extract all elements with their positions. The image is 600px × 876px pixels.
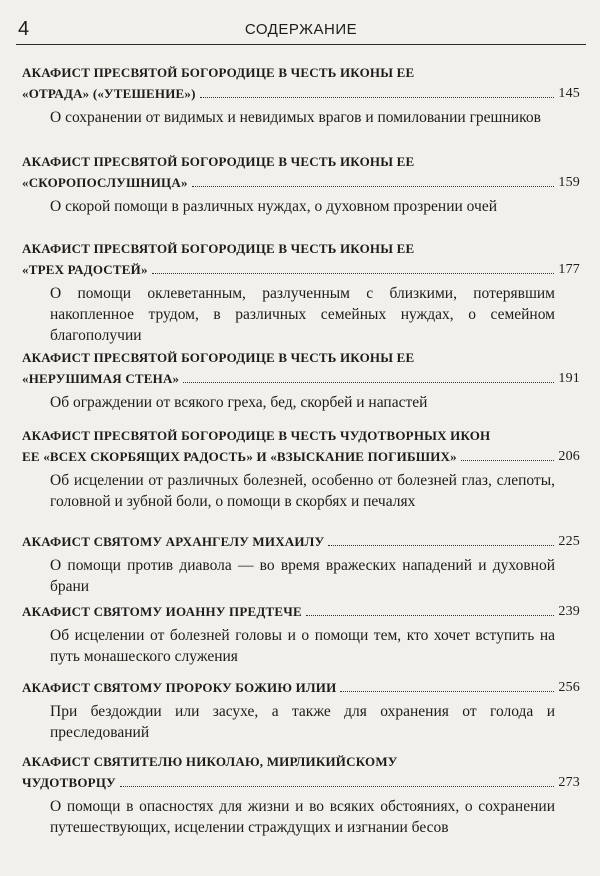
entry-page-number: 256 bbox=[558, 680, 580, 695]
entry-title: АКАФИСТ СВЯТОМУ ПРОРОКУ БОЖИЮ ИЛИИ bbox=[22, 680, 337, 695]
entry-title: АКАФИСТ ПРЕСВЯТОЙ БОГОРОДИЦЕ В ЧЕСТЬ ИКОНЫ ЕЕ bbox=[22, 154, 415, 169]
entry-page-number: 177 bbox=[558, 262, 580, 277]
entry-title: «ТРЕХ РАДОСТЕЙ» bbox=[22, 262, 148, 277]
entry-title: «ОТРАДА» («УТЕШЕНИЕ») bbox=[22, 86, 196, 101]
page-number: 4 bbox=[18, 18, 30, 40]
entry-page-number: 191 bbox=[558, 371, 580, 386]
entry-page-number: 206 bbox=[558, 449, 580, 464]
dot-leader bbox=[328, 545, 554, 546]
entry-title: АКАФИСТ СВЯТОМУ АРХАНГЕЛУ МИХАИЛУ bbox=[22, 534, 325, 549]
entry-title-line bbox=[22, 531, 580, 552]
entry-title-line bbox=[22, 751, 580, 772]
entry-description: О скорой помощи в различных нуждах, о духовном прозрении очей bbox=[50, 198, 497, 215]
entry-title-line bbox=[22, 347, 580, 368]
entry-description: О помощи оклеветанным, разлученным с близкими, потерявшим накопленное трудом, в различных семейных нуждах, о семейном благополучии bbox=[50, 285, 555, 344]
entry-page-number: 145 bbox=[558, 86, 580, 101]
entry-description: О помощи в опасностях для жизни и во всяких обстояниях, о сохранении путешествующих, исцелении страждущих и изгнании бесов bbox=[50, 798, 555, 836]
dot-leader bbox=[461, 460, 555, 461]
toc-entry bbox=[22, 62, 580, 128]
entry-title-line bbox=[22, 425, 580, 446]
entry-title-line bbox=[22, 446, 580, 467]
entry-title: ЕЕ «ВСЕХ СКОРБЯЩИХ РАДОСТЬ» И «ВЗЫСКАНИЕ ПОГИБШИХ» bbox=[22, 449, 457, 464]
entry-title-line bbox=[22, 151, 580, 172]
dot-leader bbox=[306, 615, 555, 616]
toc-entry bbox=[22, 531, 580, 597]
running-title: СОДЕРЖАНИЕ bbox=[244, 21, 358, 38]
entry-description: О сохранении от видимых и невидимых врагов и помиловании грешников bbox=[50, 109, 541, 126]
entry-title-line bbox=[22, 368, 580, 389]
dot-leader bbox=[120, 786, 555, 787]
entry-title: ЧУДОТВОРЦУ bbox=[22, 775, 116, 790]
entry-page-number: 159 bbox=[558, 175, 580, 190]
dot-leader bbox=[340, 691, 554, 692]
toc-entry bbox=[22, 347, 580, 413]
dot-leader bbox=[192, 186, 555, 187]
toc-entry bbox=[22, 751, 580, 838]
entry-description: О помощи против диавола — во время вражеских нападений и духовной брани bbox=[50, 557, 555, 595]
dot-leader bbox=[200, 97, 555, 98]
toc-entry bbox=[22, 425, 580, 512]
entry-title: АКАФИСТ СВЯТИТЕЛЮ НИКОЛАЮ, МИРЛИКИЙСКОМУ bbox=[22, 754, 398, 769]
entry-title: АКАФИСТ ПРЕСВЯТОЙ БОГОРОДИЦЕ В ЧЕСТЬ ИКОНЫ ЕЕ bbox=[22, 350, 415, 365]
entry-title-line bbox=[22, 172, 580, 193]
entry-title: АКАФИСТ СВЯТОМУ ИОАННУ ПРЕДТЕЧЕ bbox=[22, 604, 302, 619]
entry-title: АКАФИСТ ПРЕСВЯТОЙ БОГОРОДИЦЕ В ЧЕСТЬ ИКОНЫ ЕЕ bbox=[22, 65, 415, 80]
entry-title: АКАФИСТ ПРЕСВЯТОЙ БОГОРОДИЦЕ В ЧЕСТЬ ИКОНЫ ЕЕ bbox=[22, 241, 415, 256]
entry-page-number: 239 bbox=[558, 604, 580, 619]
toc-entry bbox=[22, 601, 580, 667]
dot-leader bbox=[152, 273, 555, 274]
entry-title-line bbox=[22, 259, 580, 280]
entry-description: Об ограждении от всякого греха, бед, скорбей и напастей bbox=[50, 394, 428, 411]
entry-page-number: 225 bbox=[558, 534, 580, 549]
entry-title-line bbox=[22, 601, 580, 622]
entry-description: Об исцелении от болезней головы и о помощи тем, кто хочет вступить на путь монашеского служения bbox=[50, 627, 555, 665]
entry-page-number: 273 bbox=[558, 775, 580, 790]
entry-description: При бездождии или засухе, а также для охранения от голода и преследований bbox=[50, 703, 555, 741]
entry-title: «НЕРУШИМАЯ СТЕНА» bbox=[22, 371, 180, 386]
entry-title: АКАФИСТ ПРЕСВЯТОЙ БОГОРОДИЦЕ В ЧЕСТЬ ЧУДОТВОРНЫХ ИКОН bbox=[22, 428, 491, 443]
entry-title-line bbox=[22, 62, 580, 83]
entry-title-line bbox=[22, 772, 580, 793]
dot-leader bbox=[183, 382, 554, 383]
entry-description: Об исцелении от различных болезней, особенно от болезней глаз, слепоты, головной и зубной боли, о помощи в скорбях и печалях bbox=[50, 472, 555, 510]
toc-entry bbox=[22, 151, 580, 217]
entry-title-line bbox=[22, 83, 580, 104]
page-header bbox=[16, 14, 586, 45]
toc-entry bbox=[22, 677, 580, 743]
entry-title-line bbox=[22, 238, 580, 259]
entry-title: «СКОРОПОСЛУШНИЦА» bbox=[22, 175, 188, 190]
entry-title-line bbox=[22, 677, 580, 698]
toc-entry bbox=[22, 238, 580, 346]
